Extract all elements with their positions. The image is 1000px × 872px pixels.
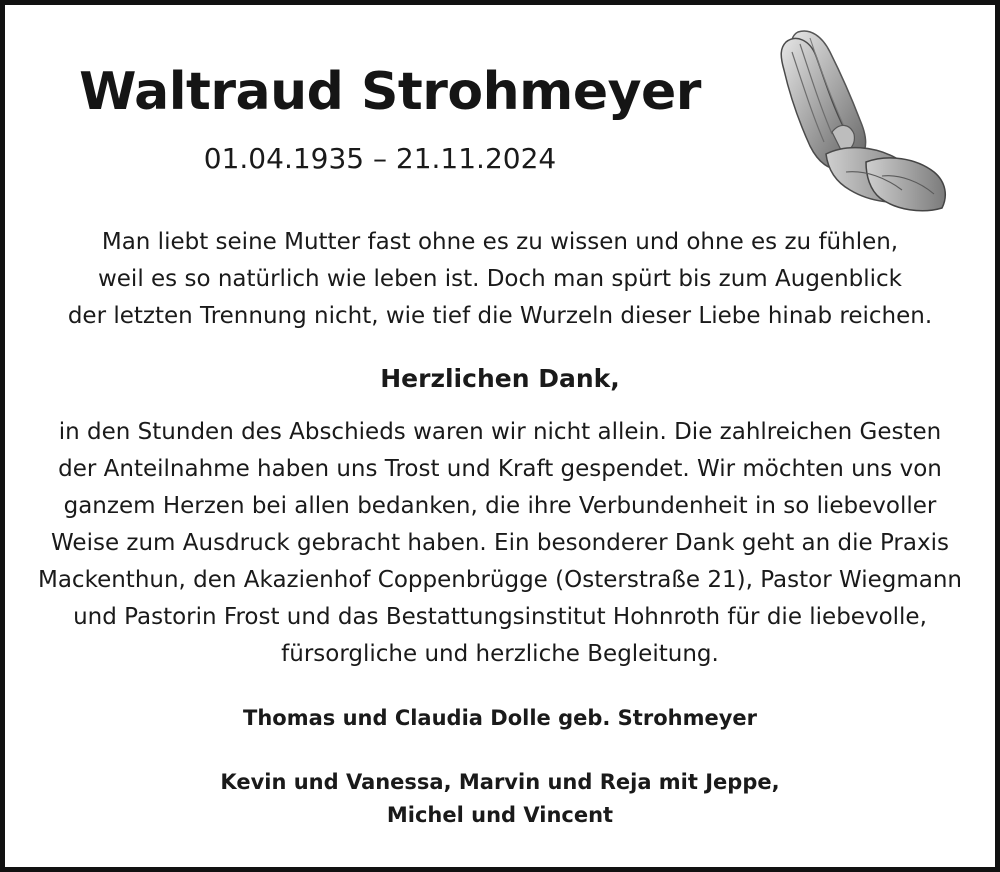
quote-line: weil es so natürlich wie leben ist. Doch man spürt bis zum Augenblick [97,266,903,292]
thanks-line: Weise zum Ausdruck gebracht haben. Ein besonderer Dank geht an die Praxis [51,530,949,556]
thanks-line: Mackenthun, den Akazienhof Coppenbrügge (Osterstraße 21), Pastor Wiegmann [37,567,962,593]
thanks-heading: Herzlichen Dank, [380,364,620,393]
praying-hands-icon [770,22,950,218]
thanks-line: in den Stunden des Abschieds waren wir nicht allein. Die zahlreichen Gesten [58,419,942,445]
signers-line: Kevin und Vanessa, Marvin und Reja mit Jeppe, [220,770,780,794]
memorial-quote [20,224,980,335]
thanks-line: und Pastorin Frost und das Bestattungsinstitut Hohnroth für die liebevolle, [73,604,927,630]
thanks-line: der Anteilnahme haben uns Trost und Kraft gespendet. Wir möchten uns von [58,456,942,482]
thanks-text [10,414,990,673]
signers-grandchildren [0,766,1000,832]
signers-line: Michel und Vincent [386,803,614,827]
quote-line: Man liebt seine Mutter fast ohne es zu wissen und ohne es zu fühlen, [101,229,899,255]
quote-line: der letzten Trennung nicht, wie tief die Wurzeln dieser Liebe hinab reichen. [67,303,933,329]
deceased-name: Waltraud Strohmeyer [79,62,701,122]
thanks-line: fürsorgliche und herzliche Begleitung. [281,641,719,667]
life-dates: 01.04.1935 – 21.11.2024 [203,142,557,175]
thanks-line: ganzem Herzen bei allen bedanken, die ihre Verbundenheit in so liebevoller [63,493,937,519]
signers-family: Thomas und Claudia Dolle geb. Strohmeyer [243,706,757,730]
